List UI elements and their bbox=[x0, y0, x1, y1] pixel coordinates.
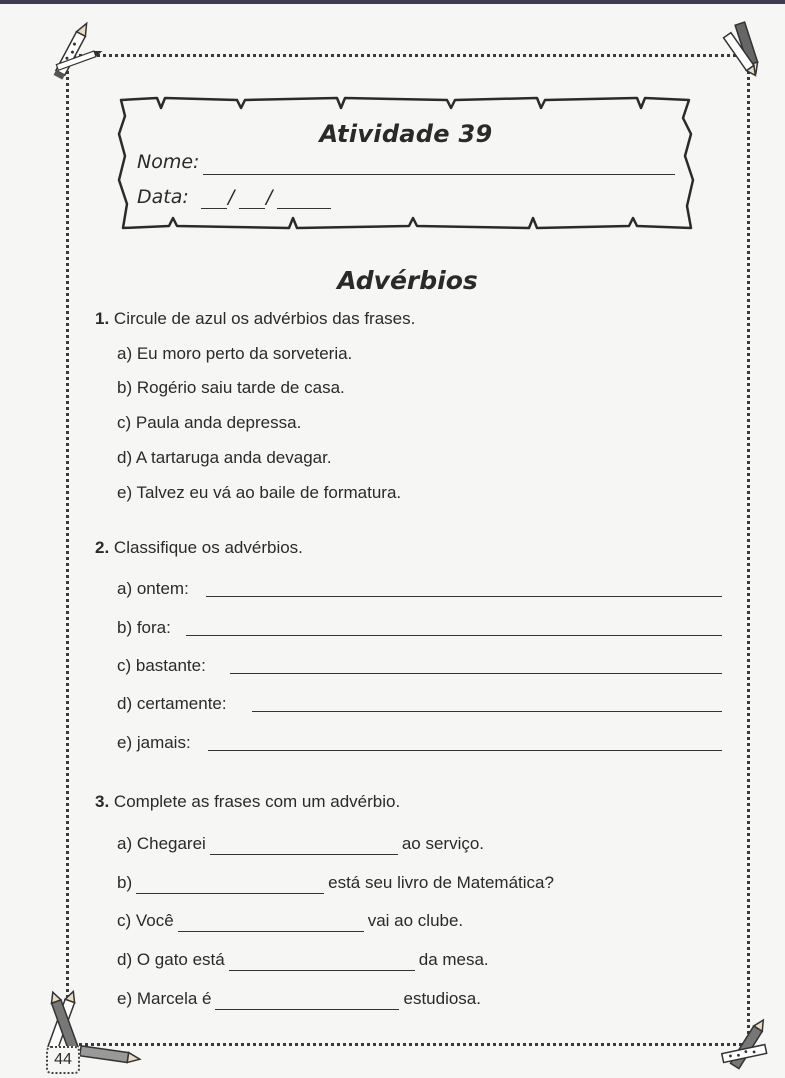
q3-item-e-before: e) Marcela é bbox=[117, 989, 212, 1008]
q3-blank-c[interactable] bbox=[178, 911, 364, 932]
q2-answer-line-a[interactable] bbox=[206, 596, 722, 597]
q3-item-b-before: b) bbox=[117, 873, 133, 892]
date-label: Data: bbox=[137, 186, 189, 208]
q3-item-e-after: estudiosa. bbox=[403, 989, 481, 1008]
q1-item-d: d) A tartaruga anda devagar. bbox=[117, 448, 332, 467]
q3-blank-d[interactable] bbox=[229, 950, 415, 971]
q2-answer-line-d[interactable] bbox=[252, 711, 722, 712]
q2-item-d: d) certamente: bbox=[117, 694, 227, 713]
question-2-prompt: Classifique os advérbios. bbox=[113, 538, 303, 557]
q3-item-a-after: ao serviço. bbox=[401, 834, 485, 853]
question-3-prompt: Complete as frases com um advérbio. bbox=[113, 792, 401, 811]
q3-item-b-after: está seu livro de Matemática? bbox=[328, 873, 554, 892]
q2-item-a: a) ontem: bbox=[117, 579, 189, 598]
q3-item-a bbox=[117, 834, 484, 855]
question-3 bbox=[95, 792, 400, 812]
q3-blank-b[interactable] bbox=[136, 873, 324, 894]
question-3-number: 3. bbox=[95, 792, 110, 811]
date-separator-1: / bbox=[228, 186, 235, 208]
q2-answer-line-c[interactable] bbox=[230, 673, 722, 674]
page-number: 44 bbox=[46, 1046, 80, 1074]
q2-answer-line-e[interactable] bbox=[208, 750, 722, 751]
q3-item-d-after: da mesa. bbox=[418, 950, 489, 969]
q2-item-b: b) fora: bbox=[117, 618, 171, 637]
activity-title: Atividade 39 bbox=[319, 120, 493, 148]
q3-item-d bbox=[117, 950, 489, 971]
q2-item-e: e) jamais: bbox=[117, 733, 191, 752]
q1-item-c: c) Paula anda depressa. bbox=[117, 413, 302, 432]
date-month-field[interactable] bbox=[239, 208, 265, 209]
pencil-top-right-icon bbox=[716, 16, 776, 82]
q3-item-c-after: vai ao clube. bbox=[367, 911, 464, 930]
question-1-prompt: Circule de azul os advérbios das frases. bbox=[113, 309, 416, 328]
scroll-frame-border bbox=[117, 94, 695, 232]
date-day-field[interactable] bbox=[201, 208, 227, 209]
question-1 bbox=[95, 309, 415, 329]
q2-answer-line-b[interactable] bbox=[186, 635, 722, 636]
date-year-field[interactable] bbox=[277, 208, 331, 209]
q1-item-b: b) Rogério saiu tarde de casa. bbox=[117, 378, 345, 397]
question-2-number: 2. bbox=[95, 538, 110, 557]
section-title: Advérbios bbox=[337, 266, 478, 295]
q3-item-e bbox=[117, 989, 481, 1010]
q3-item-c-before: c) Você bbox=[117, 911, 174, 930]
question-2 bbox=[95, 538, 303, 558]
q3-item-b bbox=[117, 873, 554, 894]
date-separator-2: / bbox=[266, 186, 273, 208]
q3-blank-e[interactable] bbox=[215, 989, 399, 1010]
name-label: Nome: bbox=[137, 151, 200, 173]
q3-item-d-before: d) O gato está bbox=[117, 950, 225, 969]
pencils-bottom-right-icon bbox=[716, 1012, 782, 1074]
name-field[interactable] bbox=[203, 174, 675, 175]
activity-header-box bbox=[117, 94, 695, 232]
pencil-top-left-icon bbox=[38, 14, 108, 84]
q3-item-c bbox=[117, 911, 463, 932]
q1-item-e: e) Talvez eu vá ao baile de formatura. bbox=[117, 483, 402, 502]
q1-item-a: a) Eu moro perto da sorveteria. bbox=[117, 344, 353, 363]
q2-item-c: c) bastante: bbox=[117, 656, 206, 675]
q3-blank-a[interactable] bbox=[210, 834, 398, 855]
question-1-number: 1. bbox=[95, 309, 110, 328]
q3-item-a-before: a) Chegarei bbox=[117, 834, 206, 853]
page-top-edge bbox=[0, 0, 785, 4]
